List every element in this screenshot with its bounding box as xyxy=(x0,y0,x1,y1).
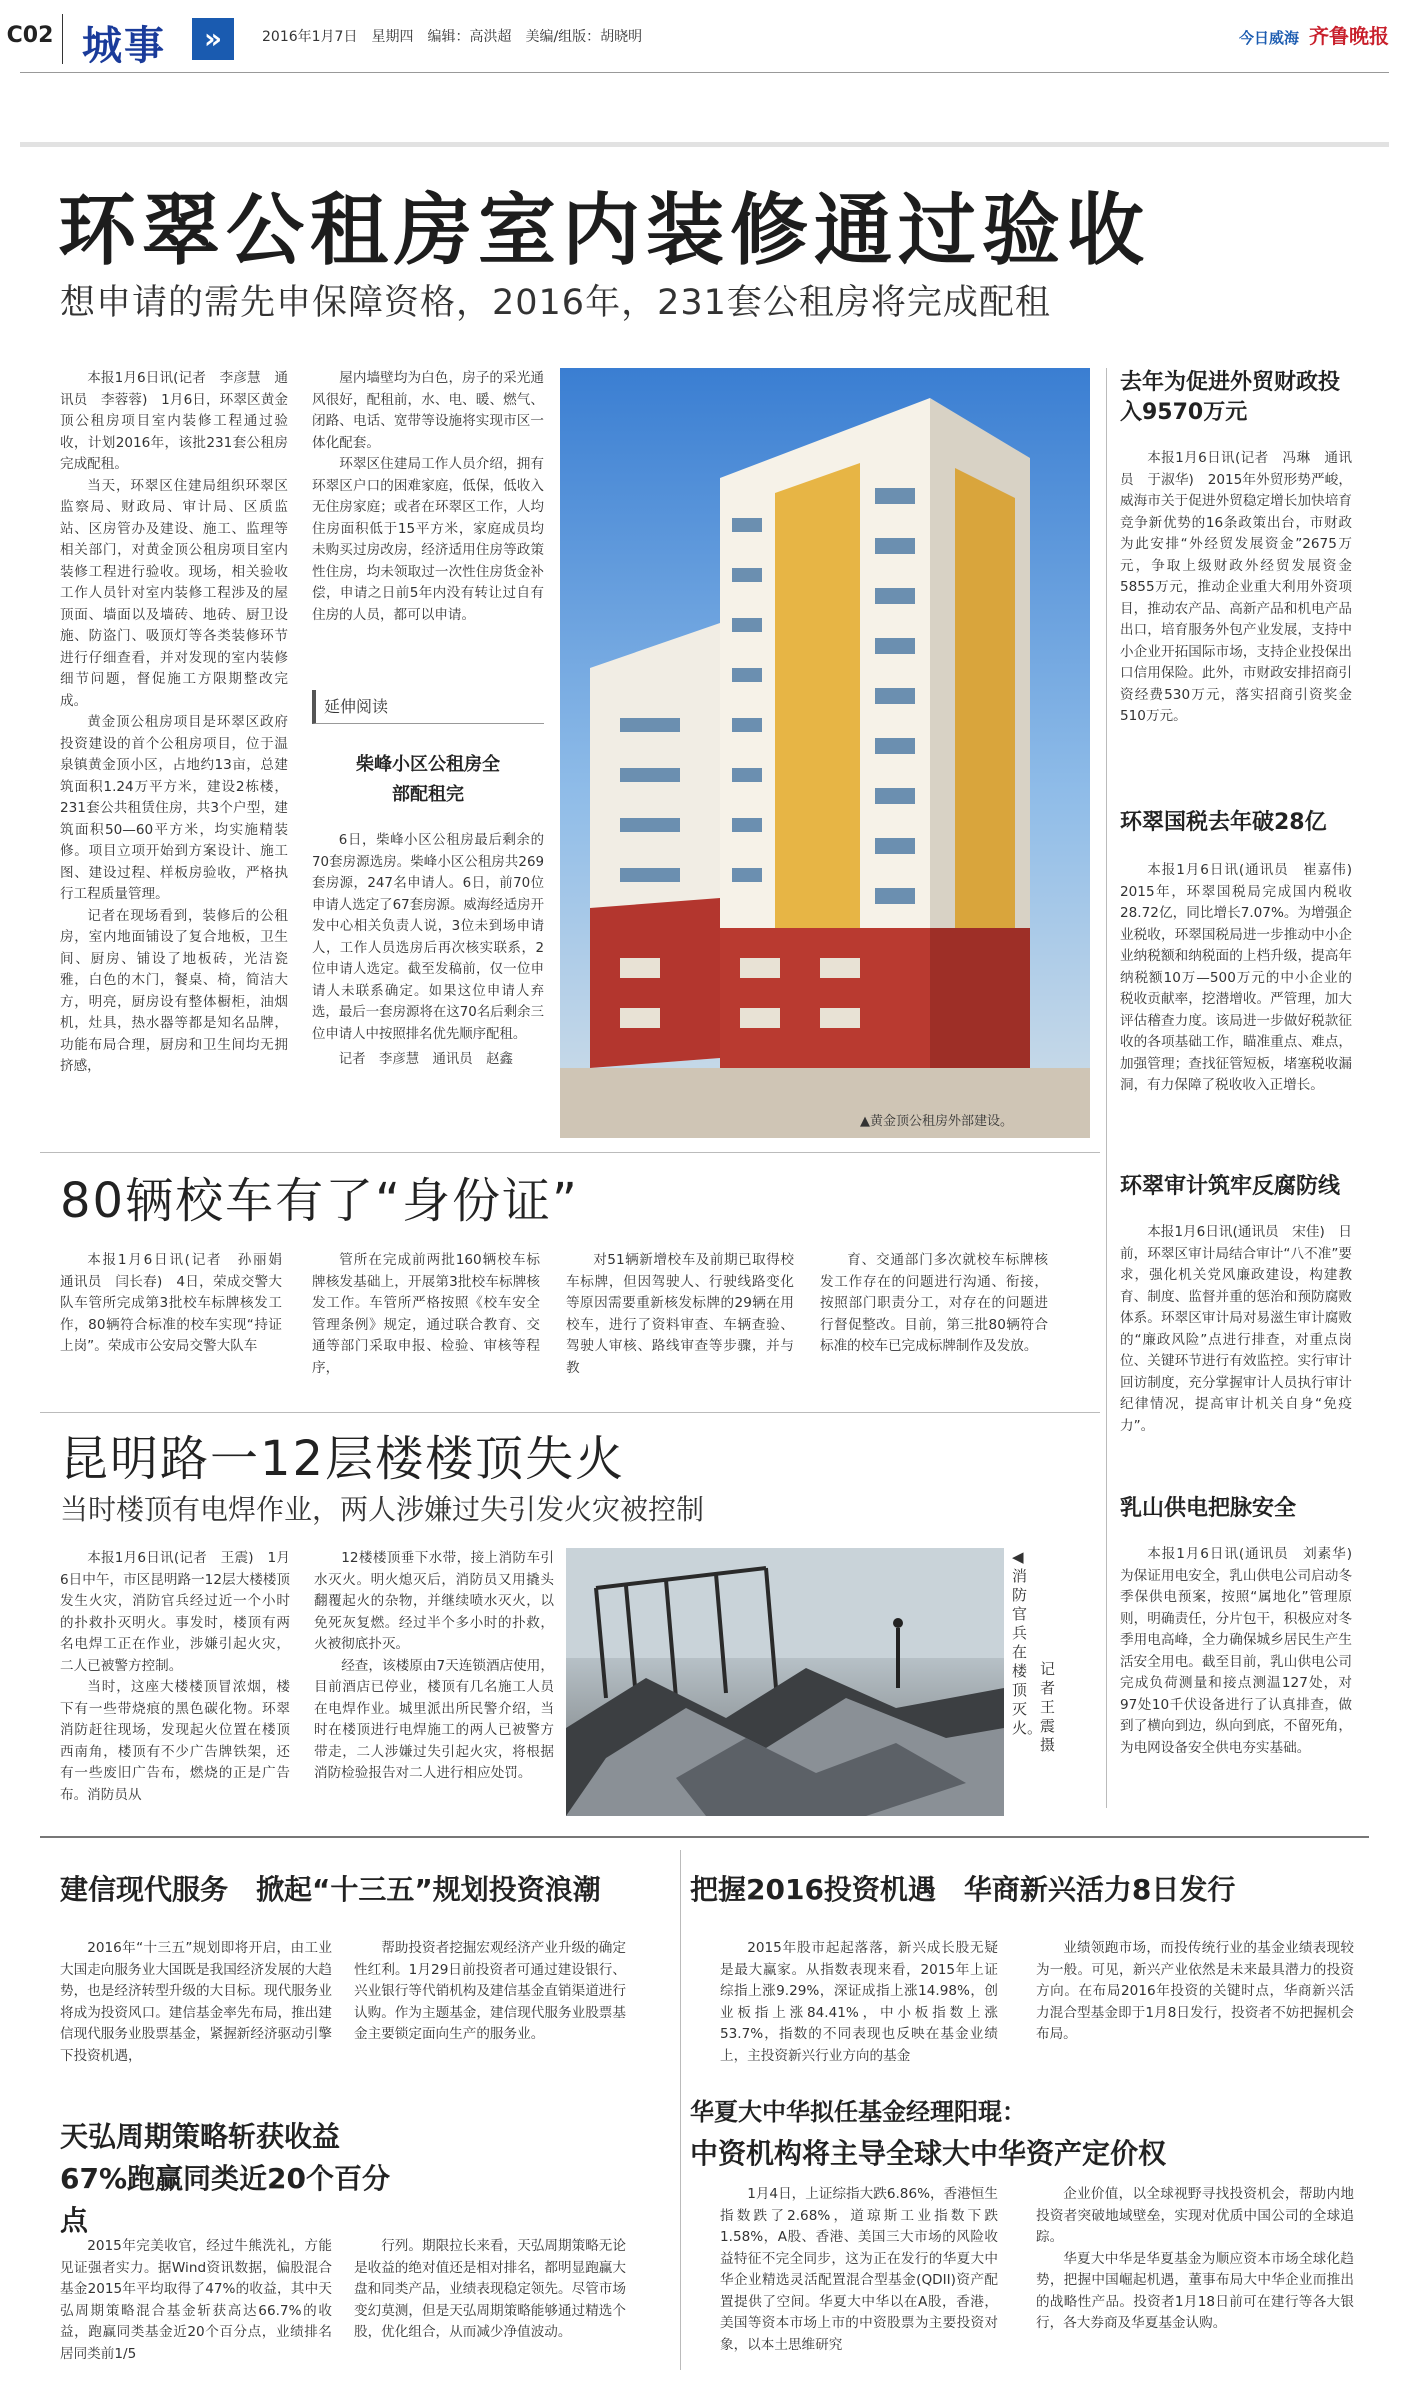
fire-photo xyxy=(566,1548,1004,1816)
masthead xyxy=(1239,20,1389,49)
fund3-paragraph: 业绩领跑市场，而投传统行业的基金业绩表现较为一般。可见，新兴产业依然是未来最具潜力的投资方向。在布局2016年投资的关键时点，华商新兴活力混合型基金即于1月8日发行，投资者不妨把握机会布局。 xyxy=(1036,1940,1354,2042)
school-paragraph: 育、交通部门多次就校车标牌核发工作存在的问题进行沟通、衔接，按照部门职责分工，对存在的问题进行督促整改。目前，第三批80辆符合标准的校车已完成标牌制作及发放。 xyxy=(820,1252,1048,1354)
side4-body xyxy=(1120,1544,1366,1759)
header-rule xyxy=(20,72,1389,73)
lead-headline: 环翠公租房室内装修通过验收 xyxy=(58,186,1151,276)
school-col-2 xyxy=(312,1250,540,1379)
fire-paragraph: 当时，这座大楼楼顶冒浓烟，楼下有一些带烧痕的黑色碳化物。环翠消防赶往现场，发现起火位置在楼顶西南角，楼顶有不少广告牌铁架，还有一些废旧广告布，燃烧的正是广告布。消防员从 xyxy=(60,1679,290,1803)
extended-byline: 记者 李彦慧 通讯员 赵鑫 xyxy=(338,1052,513,1067)
side1-body xyxy=(1120,448,1352,728)
section-rule xyxy=(40,1412,1100,1413)
school-paragraph: 本报1月6日讯(记者 孙丽娟 通讯员 闫长春) 4日，荣成交警大队车管所完成第3批校车标牌核发工作，80辆符合标准的校车实现“持证上岗”。荣成市公安局交警大队车 xyxy=(60,1252,296,1354)
lead-subheadline: 想申请的需先申保障资格，2016年，231套公租房将完成配租 xyxy=(60,283,1051,323)
building-photo xyxy=(560,368,1090,1138)
extended-reading-title: 柴峰小区公租房全部配租完 xyxy=(356,754,500,805)
fund2-col-1 xyxy=(60,2236,332,2365)
lead-paragraph: 环翠区住建局工作人员介绍，拥有环翠区户口的困难家庭，低保，低收入无住房家庭；或者在环翠区工作，人均住房面积低于15平方米，家庭成员均未购买过房改房，经济适用住房等政策性住房，均未领取过一次性住房货金补偿，申请之日前5年内没有转让过自有住房的人员，都可以申请。 xyxy=(312,456,544,623)
lead-column-2 xyxy=(312,368,544,626)
school-paragraph: 管所在完成前两批160辆校车标牌核发基础上，开展第3批校车标牌核发工作。车管所严格按照《校车安全管理条例》规定，通过联合教育、交通等部门采取申报、检验、审核等程序， xyxy=(312,1252,540,1376)
building-illustration xyxy=(560,368,1090,1138)
lead-paragraph: 黄金顶公租房项目是环翠区政府投资建设的首个公租房项目，位于温泉镇黄金顶小区，占地约13亩，总建筑面积1.24万平方米，建设2栋楼，231套公共租赁住房，共3个户型，建筑面积50—60平方米，均实施精装修。项目立项开始到方案设计、施工图、建设过程、样板房验收，严格执行工程质量管理。 xyxy=(60,714,288,902)
header-divider xyxy=(62,14,63,64)
fund1-col-1 xyxy=(60,1938,332,2067)
side1-paragraph: 本报1月6日讯(记者 冯琳 通讯员 于淑华) 2015年外贸形势严峻，威海市关于促进外贸稳定增长加快培育竞争新优势的16条政策出台，市财政为此安排“外经贸发展资金”2675万元，争取上级财政外经贸发展资金5855万元，推动企业重大利用外资项目，推动农产品、高新产品和机电产品出口，培育服务外包产业发展，支持中小企业开拓国际市场，支持企业投保出口信用保险。此外，市财政安排招商引资经费530万元，落实招商引资奖金510万元。 xyxy=(1120,450,1352,724)
fund4-headline: 中资机构将主导全球大中华资产定价权 xyxy=(690,2137,1167,2170)
school-col-3 xyxy=(566,1250,794,1379)
school-bus-headline: 80辆校车有了“身份证” xyxy=(60,1173,579,1229)
lead-column-1 xyxy=(60,368,288,1078)
fund1-headline: 建信现代服务 掀起“十三五”规划投资浪潮 xyxy=(60,1873,601,1906)
side2-paragraph: 本报1月6日讯(通讯员 崔嘉伟) 2015年，环翠国税局完成国内税收28.72亿，同比增长7.07%。为增强企业税收，环翠国税局进一步推动中小企业纳税额和纳税面的上档升级，提高年纳税额10万—500万元的中小企业的税收贡献率，挖潜增收。严管理，加大评估稽查力度。该局进一步做好税款征收的各项基础工作，瞄准重点、难点，加强管理；查找征管短板，堵塞税收漏洞，有力保障了税收收入正增长。 xyxy=(1120,862,1366,1093)
extended-paragraph: 6日，柴峰小区公租房最后剩余的70套房源选房。柴峰小区公租房共269套房源，247名申请人。6日，前70位申请人选定了67套房源。威海经适房开发中心相关负责人说，3位未到场申请人，工作人员选房后再次核实联系，2位申请人选定。截至发稿前，仅一位申请人未联系确定。如果这位申请人弃选，最后一套房源将在这70名后剩余三位申请人中按照排名优先顺序配租。 xyxy=(312,833,544,1042)
school-col-1 xyxy=(60,1250,296,1358)
side1-headline: 去年为促进外贸财政投入9570万元 xyxy=(1120,370,1341,425)
school-paragraph: 对51辆新增校车及前期已取得校车标牌，但因驾驶人、行驶线路变化等原因需要重新核发标牌的29辆在用校车，进行了资料审查、车辆查验、驾驶人审核、路线审查等步骤，并与教 xyxy=(566,1252,794,1376)
lead-paragraph: 记者在现场看到，装修后的公租房，室内地面铺设了复合地板，卫生间、厨房、铺设了地板砖，光洁瓷雅，白色的木门，餐桌、椅，简洁大方，明亮，厨房设有整体橱柜，油烟机，灶具，热水器等都是知名品牌，功能布局合理，厨房和卫生间均无拥挤感， xyxy=(60,907,288,1074)
fire-paragraph: 12楼楼顶垂下水带，接上消防车引水灭火。明火熄灭后，消防员又用撬头翻覆起火的杂物，并继续喷水灭火，以免死灰复燃。经过半个多小时的扑救，火被彻底扑灭。 xyxy=(314,1550,554,1652)
side2-headline: 环翠国税去年破28亿 xyxy=(1120,810,1327,835)
fire-scene-illustration xyxy=(566,1548,1004,1816)
extended-reading-label: 延伸阅读 xyxy=(312,690,544,724)
fund4-kicker: 华夏大中华拟任基金经理阳琨： xyxy=(690,2098,1026,2126)
fund2-paragraph: 2015年完美收官，经过牛熊洗礼，方能见证强者实力。据Wind资讯数据，偏股混合基金2015年平均取得了47%的收益，其中天弘周期策略混合基金斩获高达66.7%的收益，跑赢同类基金近20个百分点，业绩排名居同类前1/5 xyxy=(60,2238,332,2362)
edition-name: 今日威海 xyxy=(1238,29,1299,47)
paper-logo: 齐鲁晚报 xyxy=(1309,24,1389,48)
fire-headline: 昆明路一12层楼楼顶失火 xyxy=(60,1431,626,1487)
fund1-paragraph: 2016年“十三五”规划即将开启，由工业大国走向服务业大国既是我国经济发展的大趋势，也是经济转型升级的大目标。现代服务业将成为投资风口。建信基金率先布局，推出建信现代服务业股票基金，紧握新经济驱动引擎下投资机遇， xyxy=(60,1940,332,2064)
extended-reading-body xyxy=(312,830,544,1071)
page-number: C02 xyxy=(6,23,54,48)
fire-paragraph: 经查，该楼原由7天连锁酒店使用，目前酒店已停业，楼顶有几名施工人员在电焊作业。城里派出所民警介绍，当时在楼顶进行电焊施工的两人已被警方带走，二人涉嫌过失引起火灾，将根据消防检验报告对二人进行相应处罚。 xyxy=(314,1657,554,1781)
side4-headline: 乳山供电把脉安全 xyxy=(1120,1496,1297,1521)
fund1-paragraph: 帮助投资者挖掘宏观经济产业升级的确定性红利。1月29日前投资者可通过建设银行、兴业银行等代销机构及建信基金直销渠道进行认购。作为主题基金，建信现代服务业股票基金主要锁定面向生产的服务业。 xyxy=(354,1940,626,2042)
chevron-right-icon: » xyxy=(192,18,234,60)
fund1-col-2 xyxy=(354,1938,626,2046)
side3-body xyxy=(1120,1222,1352,1437)
fund3-paragraph: 2015年股市起起落落，新兴成长股无疑是最大赢家。从指数表现来看，2015年上证综指上涨9.29%，深证成指上涨14.98%，创业板指上涨84.41%，中小板指数上涨53.7%，指数的不同表现也反映在基金业绩上，主投资新兴行业方向的基金 xyxy=(720,1940,998,2064)
building-photo-caption: ▲黄金顶公租房外部建设。 xyxy=(860,1114,1013,1129)
lead-paragraph: 当天，环翠区住建局组织环翠区监察局、财政局、审计局、区质监站、区房管办及建设、施工、监理等相关部门，对黄金顶公租房项目室内装修工程进行验收。现场，相关验收工作人员针对室内装修工程涉及的屋顶面、墙面以及墙砖、地砖、厨卫设施、防盗门、吸顶灯等各类装修环节进行仔细查看，并对发现的室内装修细节问题，督促施工方限期整改完成。 xyxy=(60,477,288,709)
fire-photo-byline: 记者 王震 摄 xyxy=(1040,1660,1071,1754)
side4-paragraph: 本报1月6日讯(通讯员 刘素华) 为保证用电安全，乳山供电公司启动冬季保供电预案，按照“属地化”管理原则，明确责任，分片包干，积极应对冬季用电高峰，全力确保城乡居民生产生活安全用电。截至目前，乳山供电公司完成负荷测量和接点测温127处，对97处10千伏设备进行了认真排查，做到了横向到边，纵向到底，不留死角，为电网设备安全供电夯实基础。 xyxy=(1120,1546,1366,1756)
side3-headline: 环翠审计筑牢反腐防线 xyxy=(1120,1174,1341,1199)
fire-paragraph: 本报1月6日讯(记者 王震) 1月6日中午，市区昆明路一12层大楼楼顶发生火灾，消防官兵经过近一个小时的扑救扑灭明火。事发时，楼顶有两名电焊工正在作业，涉嫌引起火灾，二人已被警方控制。 xyxy=(60,1550,290,1674)
fund3-headline: 把握2016投资机遇 华商新兴活力8日发行 xyxy=(690,1873,1236,1906)
fire-subheadline: 当时楼顶有电焊作业，两人涉嫌过失引发火灾被控制 xyxy=(60,1493,705,1526)
lead-paragraph: 屋内墙壁均为白色，房子的采光通风很好，配租前，水、电、暖、燃气、闭路、电话、宽带等设施将实现市区一体化配套。 xyxy=(312,370,544,451)
fund4-col-2 xyxy=(1036,2184,1354,2335)
sidebar-divider xyxy=(1106,368,1107,1808)
fire-photo-caption: ◀消防官兵在楼顶灭火。 xyxy=(1012,1548,1043,1737)
section-rule xyxy=(40,1152,1100,1153)
fund2-col-2 xyxy=(354,2236,626,2344)
section-tag: 城事 xyxy=(82,23,166,69)
fund2-paragraph: 行列。期限拉长来看，天弘周期策略无论是收益的绝对值还是相对排名，都明显跑赢大盘和同类产品，业绩表现稳定领先。尽管市场变幻莫测，但是天弘周期策略能够通过精选个股，优化组合，从而减少净值波动。 xyxy=(354,2238,626,2340)
fire-col-2 xyxy=(314,1548,554,1785)
fund4-paragraph: 企业价值，以全球视野寻找投资机会，帮助内地投资者突破地域壁垒，实现对优质中国公司的全球追踪。 xyxy=(1036,2186,1354,2245)
side3-paragraph: 本报1月6日讯(通讯员 宋佳) 日前，环翠区审计局结合审计“八不准”要求，强化机关党风廉政建设，构建教育、制度、监督并重的惩治和预防腐败体系。环翠区审计局对易滋生审计腐败的“廉政风险”点进行排查，对重点岗位、关键环节进行有效监控。实行审计回访制度，充分掌握审计人员执行审计纪律情况，提高审计机关自身“免疫力”。 xyxy=(1120,1224,1352,1434)
fund4-col-1 xyxy=(720,2184,998,2356)
fund2-headline: 天弘周期策略斩获收益67%跑赢同类近20个百分点 xyxy=(60,2120,390,2237)
fund3-col-2 xyxy=(1036,1938,1354,2046)
extended-reading-box xyxy=(312,690,544,1071)
funds-top-rule xyxy=(40,1836,1369,1838)
school-col-4 xyxy=(820,1250,1048,1358)
side2-body xyxy=(1120,860,1366,1097)
funds-divider xyxy=(680,1850,681,2370)
header-meta: 2016年1月7日 星期四 编辑：高洪超 美编/组版：胡晓明 xyxy=(262,29,643,45)
lead-paragraph: 本报1月6日讯(记者 李彦慧 通讯员 李蓉蓉) 1月6日，环翠区黄金顶公租房项目室内装修工程通过验收，计划2016年，该批231套公租房完成配租。 xyxy=(60,370,288,472)
fund4-paragraph: 华夏大中华是华夏基金为顺应资本市场全球化趋势，把握中国崛起机遇，董事布局大中华企业而推出的战略性产品。投资者1月18日前可在建行等各大银行，各大券商及华夏基金认购。 xyxy=(1036,2250,1354,2331)
header-shadow-rule xyxy=(20,142,1389,147)
fire-col-1 xyxy=(60,1548,290,1806)
fund3-col-1 xyxy=(720,1938,998,2067)
fund4-paragraph: 1月4日，上证综指大跌6.86%，香港恒生指数跌了2.68%，道琼斯工业指数下跌1.58%，A股、香港、美国三大市场的风险收益特征不完全同步，这为正在发行的华夏大中华企业精选灵活配置混合型基金(QDII)资产配置提供了空间。华夏大中华以在A股，香港，美国等资本市场上市的中资股票为主要投资对象，以本土思维研究 xyxy=(720,2186,998,2353)
